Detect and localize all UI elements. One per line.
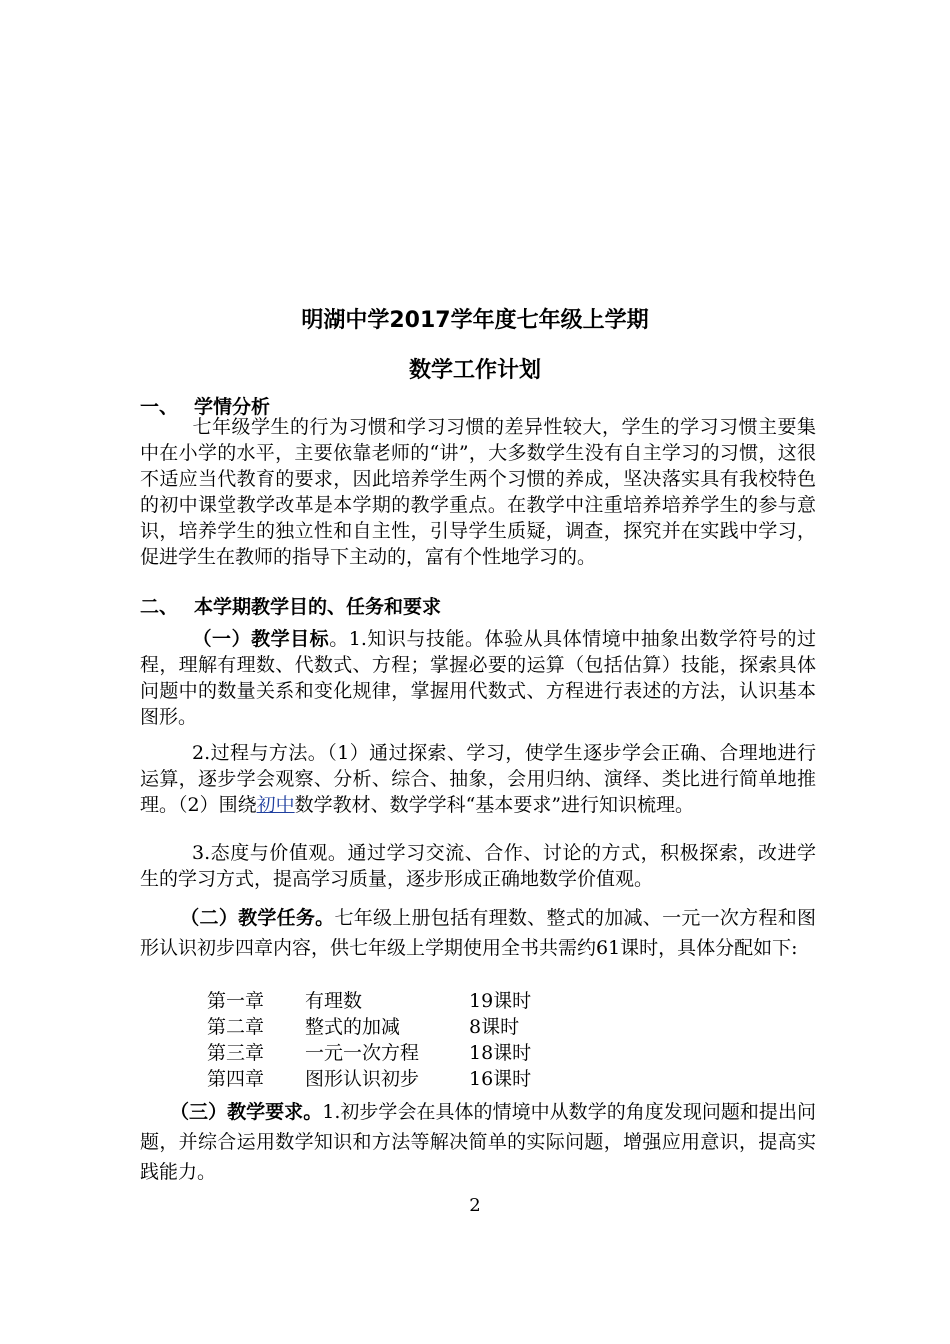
chapter-name: 整式的加减 xyxy=(305,1016,401,1038)
attitude-paragraph xyxy=(140,840,816,892)
page-number: 2 xyxy=(469,1195,481,1216)
requirements-label: （三）教学要求。 xyxy=(170,1101,323,1123)
chapter-number: 第一章 xyxy=(207,990,265,1012)
chapter-table xyxy=(207,988,607,1092)
section1-number: 一、 xyxy=(140,396,179,418)
chapter-hours: 8课时 xyxy=(469,1016,520,1038)
requirements-paragraph xyxy=(140,1097,816,1187)
goals-paragraph xyxy=(140,626,816,730)
section2-title: 本学期教学目的、任务和要求 xyxy=(194,596,442,618)
chapter-name: 有理数 xyxy=(305,990,363,1012)
process-paragraph xyxy=(140,740,816,818)
section1-title: 学情分析 xyxy=(194,396,271,418)
chapter-row xyxy=(207,1014,607,1040)
process-text-b: 数学教材、数学学科“基本要求”进行知识梳理。 xyxy=(294,794,695,816)
chapter-row xyxy=(207,988,607,1014)
chapter-number: 第三章 xyxy=(207,1042,265,1064)
process-text-a: 2.过程与方法。（1）通过探索、学习，使学生逐步学会正确、合理地进行运算，逐步学会观察、分析、综合、抽象，会用归纳、演绎、类比进行简单地推理。（2）围绕 xyxy=(140,742,816,816)
tasks-paragraph xyxy=(140,903,816,963)
attitude-text: 3.态度与价值观。通过学习交流、合作、讨论的方式，积极探索，改进学生的学习方式，提高学习质量，逐步形成正确地数学价值观。 xyxy=(140,842,816,890)
page-title-line2: 数学工作计划 xyxy=(408,358,541,383)
goals-label: （一）教学目标 xyxy=(192,628,330,650)
chapter-name: 图形认识初步 xyxy=(305,1068,420,1090)
tasks-text: 七年级上册包括有理数、整式的加减、一元一次方程和图形认识初步四章内容，供七年级上学期使用全书共需约61课时，具体分配如下: xyxy=(140,907,816,959)
section2-number: 二、 xyxy=(140,596,179,618)
chapter-number: 第二章 xyxy=(207,1016,265,1038)
requirements-text: 1.初步学会在具体的情境中从数学的角度发现问题和提出问题，并综合运用数学知识和方法等解决简单的实际问题，增强应用意识，提高实践能力。 xyxy=(140,1101,816,1183)
section1-paragraph xyxy=(140,414,816,570)
goals-text: 。1.知识与技能。体验从具体情境中抽象出数学符号的过程，理解有理数、代数式、方程；掌握必要的运算（包括估算）技能，探索具体问题中的数量关系和变化规律，掌握用代数式、方程进行表述的方法，认识基本图形。 xyxy=(140,628,816,728)
tasks-label: （二）教学任务。 xyxy=(180,907,335,929)
page-title-line1: 明湖中学2017学年度七年级上学期 xyxy=(301,308,649,333)
section1-text: 七年级学生的行为习惯和学习习惯的差异性较大，学生的学习习惯主要集中在小学的水平，主要依靠老师的“讲”，大多数学生没有自主学习的习惯，这很不适应当代教育的要求，因此培养学生两个习惯的养成，坚决落实具有我校特色的初中课堂教学改革是本学期的教学重点。在教学中注重培养培养学生的参与意识，培养学生的独立性和自主性，引导学生质疑，调查，探究并在实践中学习，促进学生在教师的指导下主动的，富有个性地学习的。 xyxy=(140,416,816,568)
chapter-row xyxy=(207,1066,607,1092)
chapter-hours: 19课时 xyxy=(469,990,532,1012)
chapter-name: 一元一次方程 xyxy=(305,1042,420,1064)
chapter-row xyxy=(207,1040,607,1066)
section2-heading xyxy=(140,592,441,619)
chapter-hours: 16课时 xyxy=(469,1068,532,1090)
junior-high-link[interactable]: 初中 xyxy=(256,794,295,816)
chapter-number: 第四章 xyxy=(207,1068,265,1090)
chapter-hours: 18课时 xyxy=(469,1042,532,1064)
